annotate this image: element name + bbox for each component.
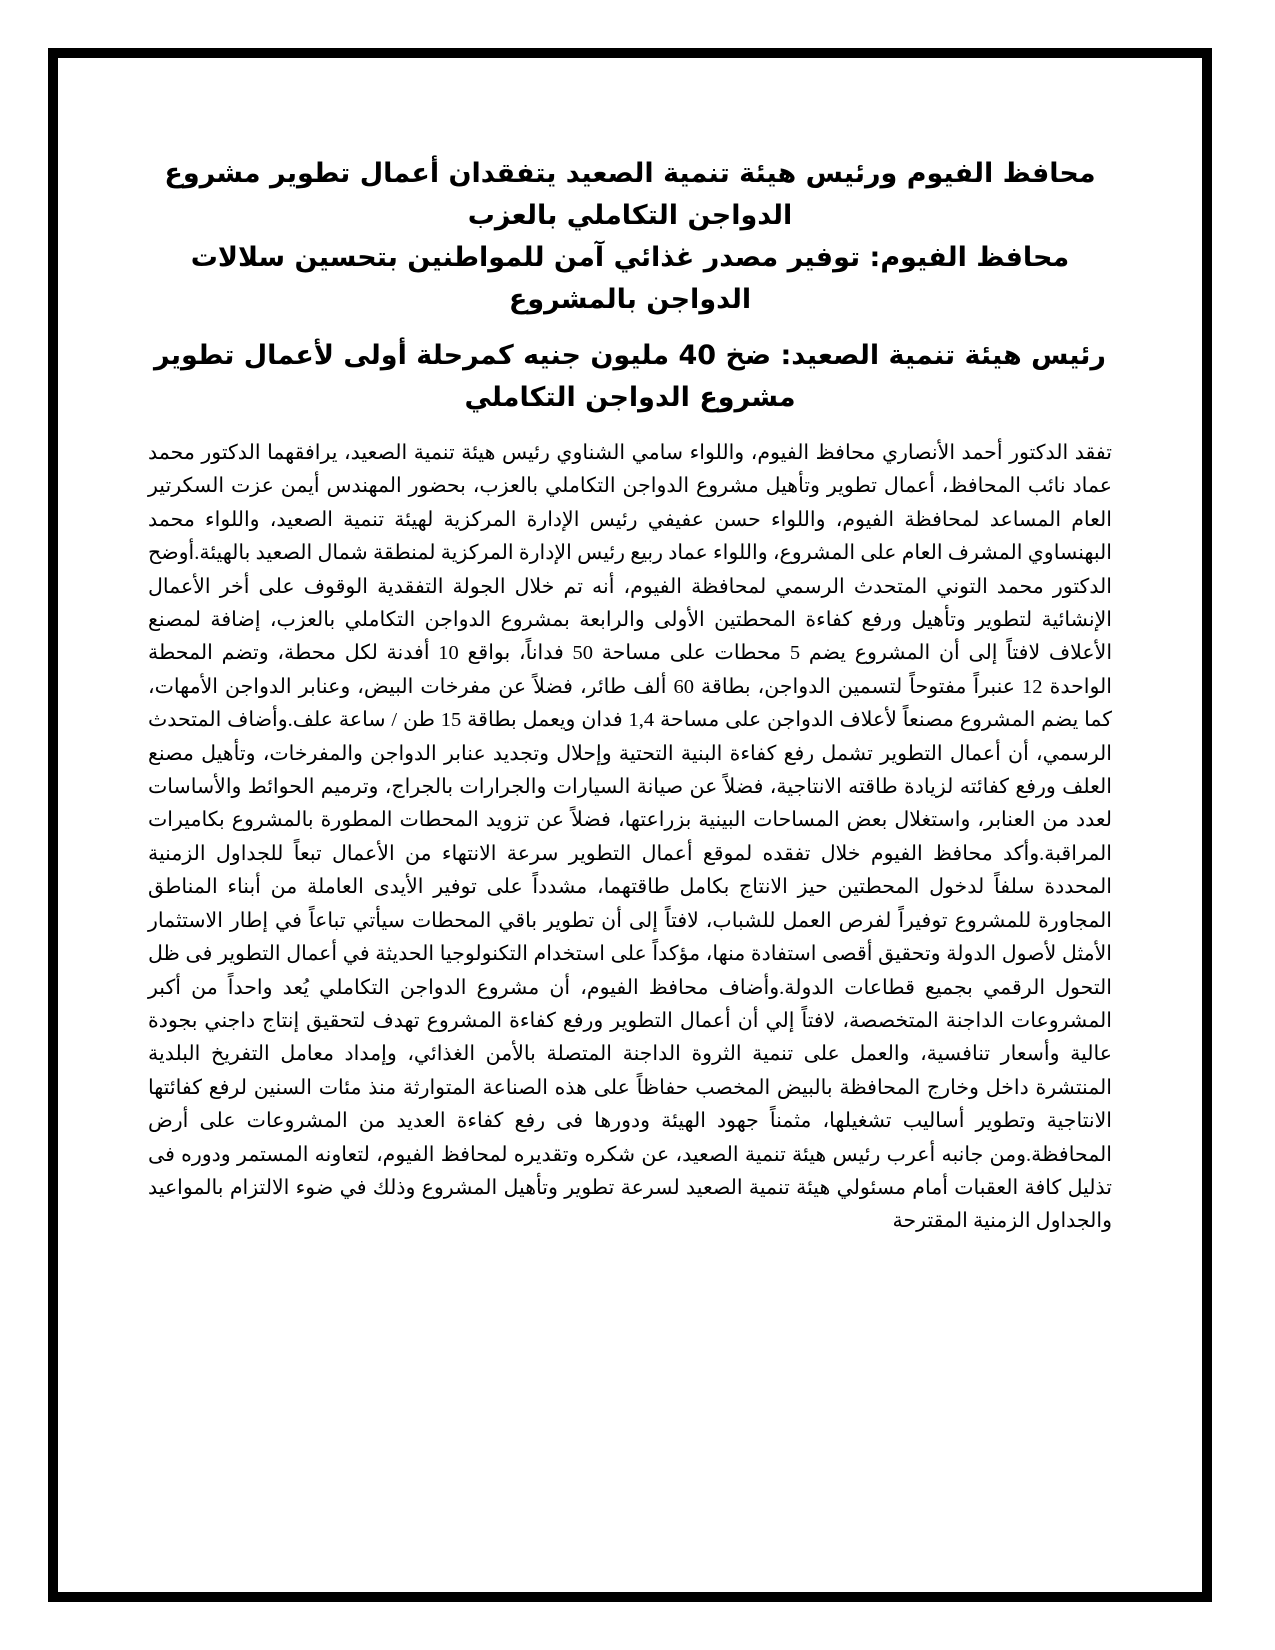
headline-main: محافظ الفيوم ورئيس هيئة تنمية الصعيد يتفقدان أعمال تطوير مشروع الدواجن التكاملي بالعزب xyxy=(164,158,1096,231)
page-border-frame xyxy=(48,48,1212,1602)
article-body: تفقد الدكتور أحمد الأنصاري محافظ الفيوم، واللواء سامي الشناوي رئيس هيئة تنمية الصعيد، يرافقهما الدكتور محمد عماد نائب المحافظ، أعمال تطوير وتأهيل مشروع الدواجن التكاملي بالعزب، بحضور المهندس أيمن عزت السكرتير العام المساعد لمحافظة الفيوم، واللواء حسن عفيفي رئيس الإدارة المركزية لهيئة تنمية الصعيد، واللواء محمد البهنساوي المشرف العام على المشروع، واللواء عماد ربيع رئيس الإدارة المركزية لمنطقة شمال الصعيد بالهيئة.أوضح الدكتور محمد التوني المتحدث الرسمي لمحافظة الفيوم، أنه تم خلال الجولة التفقدية الوقوف على أخر الأعمال الإنشائية لتطوير وتأهيل ورفع كفاءة المحطتين الأولى والرابعة بمشروع الدواجن التكاملي بالعزب، إضافة لمصنع الأعلاف لافتاً إلى أن المشروع يضم 5 محطات على مساحة 50 فداناً، بواقع 10 أفدنة لكل محطة، وتضم المحطة الواحدة 12 عنبراً مفتوحاً لتسمين الدواجن، بطاقة 60 ألف طائر، فضلاً عن مفرخات البيض، وعنابر الدواجن الأمهات، كما يضم المشروع مصنعاً لأعلاف الدواجن على مساحة 1,4 فدان ويعمل بطاقة 15 طن / ساعة علف.وأضاف المتحدث الرسمي، أن أعمال التطوير تشمل رفع كفاءة البنية التحتية وإحلال وتجديد عنابر الدواجن والمفرخات، وتأهيل مصنع العلف ورفع كفائته لزيادة طاقته الانتاجية، فضلاً عن صيانة السيارات والجرارات بالجراج، وترميم الحوائط والأساسات لعدد من العنابر، واستغلال بعض المساحات البينية بزراعتها، فضلاً عن تزويد المحطات المطورة بالمشروع بكاميرات المراقبة.وأكد محافظ الفيوم خلال تفقده لموقع أعمال التطوير سرعة الانتهاء من الأعمال تبعاً للجداول الزمنية المحددة سلفاً لدخول المحطتين حيز الانتاج بكامل طاقتهما، مشدداً على توفير الأيدى العاملة من أبناء المناطق المجاورة للمشروع توفيراً لفرص العمل للشباب، لافتاً إلى أن تطوير باقي المحطات سيأتي تباعاً في إطار الاستثمار الأمثل لأصول الدولة وتحقيق أقصى استفادة منها، مؤكداً على استخدام التكنولوجيا الحديثة في أعمال التطوير فى ظل التحول الرقمي بجميع قطاعات الدولة.وأضاف محافظ الفيوم، أن مشروع الدواجن التكاملي يُعد واحداً من أكبر المشروعات الداجنة المتخصصة، لافتاً إلي أن أعمال التطوير ورفع كفاءة المشروع تهدف لتحقيق إنتاج داجني بجودة عالية وأسعار تنافسية، والعمل على تنمية الثروة الداجنة المتصلة بالأمن الغذائي، وإمداد معامل التفريخ البلدية المنتشرة داخل وخارج المحافظة بالبيض المخصب حفاظاً على هذه الصناعة المتوارثة منذ مئات السنين لرفع كفائتها الانتاجية وتطوير أساليب تشغيلها، مثمناً جهود الهيئة ودورها فى رفع كفاءة العديد من المشروعات على أرض المحافظة.ومن جانبه أعرب رئيس هيئة تنمية الصعيد، عن شكره وتقديره لمحافظ الفيوم، لتعاونه المستمر ودوره فى تذليل كافة العقبات أمام مسئولي هيئة تنمية الصعيد لسرعة تطوير وتأهيل المشروع وذلك في ضوء الالتزام بالمواعيد والجداول الزمنية المقترحة xyxy=(148,442,1113,1233)
headline-third: رئيس هيئة تنمية الصعيد: ضخ 40 مليون جنيه كمرحلة أولى لأعمال تطوير مشروع الدواجن التكاملي xyxy=(154,340,1106,413)
article xyxy=(148,153,1112,1239)
headline-sub: محافظ الفيوم: توفير مصدر غذائي آمن للمواطنين بتحسين سلالات الدواجن بالمشروع xyxy=(190,242,1070,315)
